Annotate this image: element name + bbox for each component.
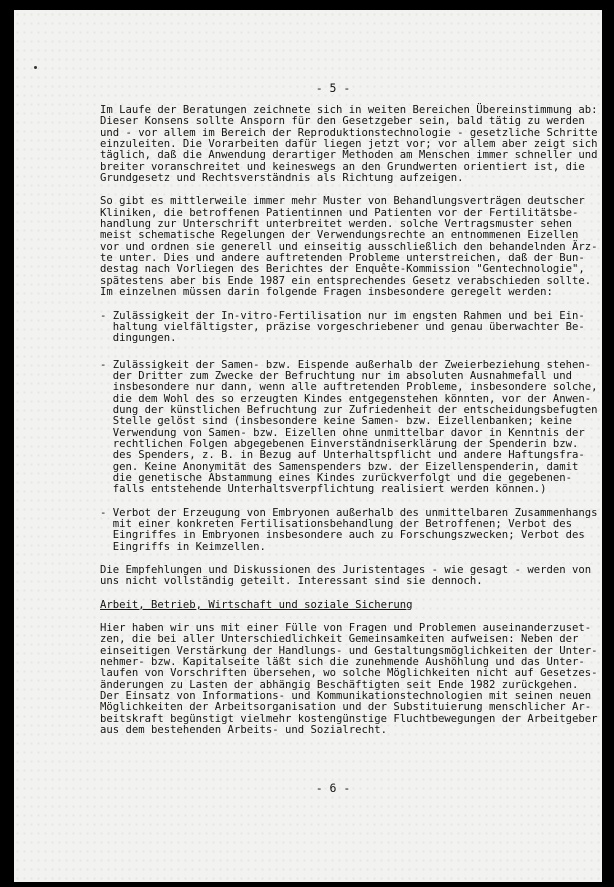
section-heading: Arbeit, Betrieb, Wirtschaft und soziale Sicherung [100, 598, 413, 611]
page-number-bottom: - 6 - [315, 781, 351, 795]
paragraph [100, 564, 592, 588]
speck-mark [34, 66, 37, 69]
text-line: dingungen. [100, 332, 177, 345]
text-line: änderungen zu Lasten der abhängig Beschäftigten seit Ende 1982 zurückgehen. [100, 678, 579, 691]
text-line: dung der künstlichen Befruchtung zur Zufriedenheit der entscheidungsbefugten [100, 403, 598, 416]
text-line: laufen von Vorschriften übersehen, wo solche Möglichkeiten nicht auf Gesetzes- [100, 667, 598, 680]
text-line: te unter. Dies und andere auftretenden Probleme unterstreichen, daß der Bun- [100, 252, 585, 265]
text-line: Im einzelnen müssen darin folgende Fragen insbesondere geregelt werden: [100, 286, 553, 299]
paragraph-spacing [100, 299, 566, 311]
paragraph-spacing [100, 496, 566, 508]
text-line: nehmer- bzw. Kapitalseite läßt sich die zunehmende Aushöhlung und das Unter- [100, 656, 585, 669]
text-line: - Zulässigkeit der In-vitro-Fertilisation nur im engsten Rahmen und bei Ein- [100, 309, 585, 322]
paragraph-spacing [100, 588, 566, 600]
text-line: des Spenders, z. B. in Bezug auf Unterhaltspflicht und andere Haftungsfra- [100, 449, 585, 462]
text-line: Grundgesetz und Rechtsverständnis als Richtung aufzeigen. [100, 172, 464, 185]
text-line: gen. Keine Anonymität des Samenspenders bzw. der Eizellenspenderin, damit [100, 460, 579, 473]
paragraph [100, 195, 598, 299]
text-line: einseitigen Verstärkung der Handlungs- und Gestaltungsmöglichkeiten der Unter- [100, 644, 598, 657]
text-line: meist schematische Regelungen der Verwendungsrechte an entnommenen Eizellen [100, 229, 579, 242]
text-line: Die Empfehlungen und Diskussionen des Juristentages - wie gesagt - werden von [100, 564, 592, 577]
text-line: spätestens aber bis Ende 1987 ein entsprechendes Gesetz verabschieden sollte. [100, 274, 592, 287]
text-line: rechtlichen Folgen abgegebenen Einverständniserklärung der Spenderin bzw. [100, 437, 579, 450]
text-line: und - vor allem im Bereich der Reproduktionstechnologie - gesetzliche Schritte [100, 126, 598, 139]
text-line: Hier haben wir uns mit einer Fülle von Fragen und Problemen auseinanderzuset- [100, 622, 592, 635]
section-paragraph [100, 622, 598, 737]
text-line: Eingriffs in Keimzellen. [100, 540, 266, 553]
text-line: Im Laufe der Beratungen zeichnete sich in weiten Bereichen Übereinstimmung ab: [100, 104, 598, 116]
text-line: aus dem bestehenden Arbeits- und Sozialrecht. [100, 724, 388, 737]
text-line: einzuleiten. Die Vorarbeiten dafür liegen jetzt vor; vor allem aber zeigt sich [100, 138, 598, 151]
document-page [14, 10, 602, 882]
text-line: Der Einsatz von Informations- und Kommunikationstechnologien mit seinen neuen [100, 690, 592, 703]
text-line: uns nicht vollständig geteilt. Interessant sind sie dennoch. [100, 575, 483, 588]
text-line: die genetische Abstammung eines Kindes zurückverfolgt und die gegebenen- [100, 471, 572, 484]
text-line: haltung vielfältigster, präzise vorgeschriebener und genau überwachter Be- [100, 320, 585, 333]
text-line: Eingriffes in Embryonen insbesondere auch zu Forschungszwecken; Verbot des [100, 529, 585, 542]
text-line: Kliniken, die betroffenen Patientinnen und Patienten vor der Fertilitätsbe- [100, 206, 579, 219]
paragraph [100, 358, 598, 496]
text-line: - Verbot der Erzeugung von Embryonen außerhalb des unmittelbaren Zusammenhangs [100, 506, 598, 519]
text-line: insbesondere nur dann, wenn alle auftretenden Probleme, insbesondere solche, [100, 381, 598, 394]
text-line: So gibt es mittlerweile immer mehr Muster von Behandlungsverträgen deutscher [100, 195, 585, 208]
page-number-top: - 5 - [315, 81, 351, 95]
text-line: breiter voranschreitet und keineswegs an den Grundwerten orientiert ist, die [100, 160, 585, 173]
text-line: der Dritter zum Zwecke der Befruchtung nur im absoluten Ausnahmefall und [100, 369, 572, 382]
paragraph [100, 309, 585, 345]
paragraph [100, 506, 598, 553]
text-line: - Zulässigkeit der Samen- bzw. Eispende außerhalb der Zweierbeziehung stehen- [100, 358, 592, 371]
text-line: täglich, daß die Anwendung derartiger Methoden am Menschen immer schneller und [100, 149, 598, 162]
text-line: Stelle gelöst sind (insbesondere keine Samen- bzw. Eizellenbanken; keine [100, 415, 572, 428]
text-line: destag nach Vorliegen des Berichtes der Enquête-Kommission "Gentechnologie", [100, 263, 585, 276]
text-line: zen, die bei aller Unterschiedlichkeit Gemeinsamkeiten aufweisen: Neben der [100, 633, 579, 646]
text-line: Möglichkeiten der Arbeitsorganisation und der Substituierung menschlicher Ar- [100, 701, 592, 714]
text-line: Dieser Konsens sollte Ansporn für den Gesetzgeber sein, bald tätig zu werden [100, 115, 585, 128]
text-line: vor und ordnen sie generell und einseitig ausschließlich den behandelnden Ärz- [100, 240, 598, 253]
text-line: beitskraft begünstigt vielmehr kostengünstige Fluchtbewegungen der Arbeitgeber [100, 712, 598, 725]
text-line: falls entstehende Unterhaltsverpflichtung realisiert werden können.) [100, 483, 547, 496]
paragraph-spacing [100, 345, 566, 360]
text-flow [100, 104, 598, 737]
text-line: handlung zur Unterschrift unterbreitet werden. solche Vertragsmuster sehen [100, 218, 572, 231]
text-line: die dem Wohl des so erzeugten Kindes entgegenstehen könnten, vor der Anwen- [100, 392, 592, 405]
paragraph [100, 104, 598, 185]
text-line: mit einer konkreten Fertilisationsbehandlung der Betroffenen; Verbot des [100, 518, 572, 530]
text-line: Verwendung von Samen- bzw. Eizellen ohne unmittelbar davor in Kenntnis der [100, 426, 585, 439]
